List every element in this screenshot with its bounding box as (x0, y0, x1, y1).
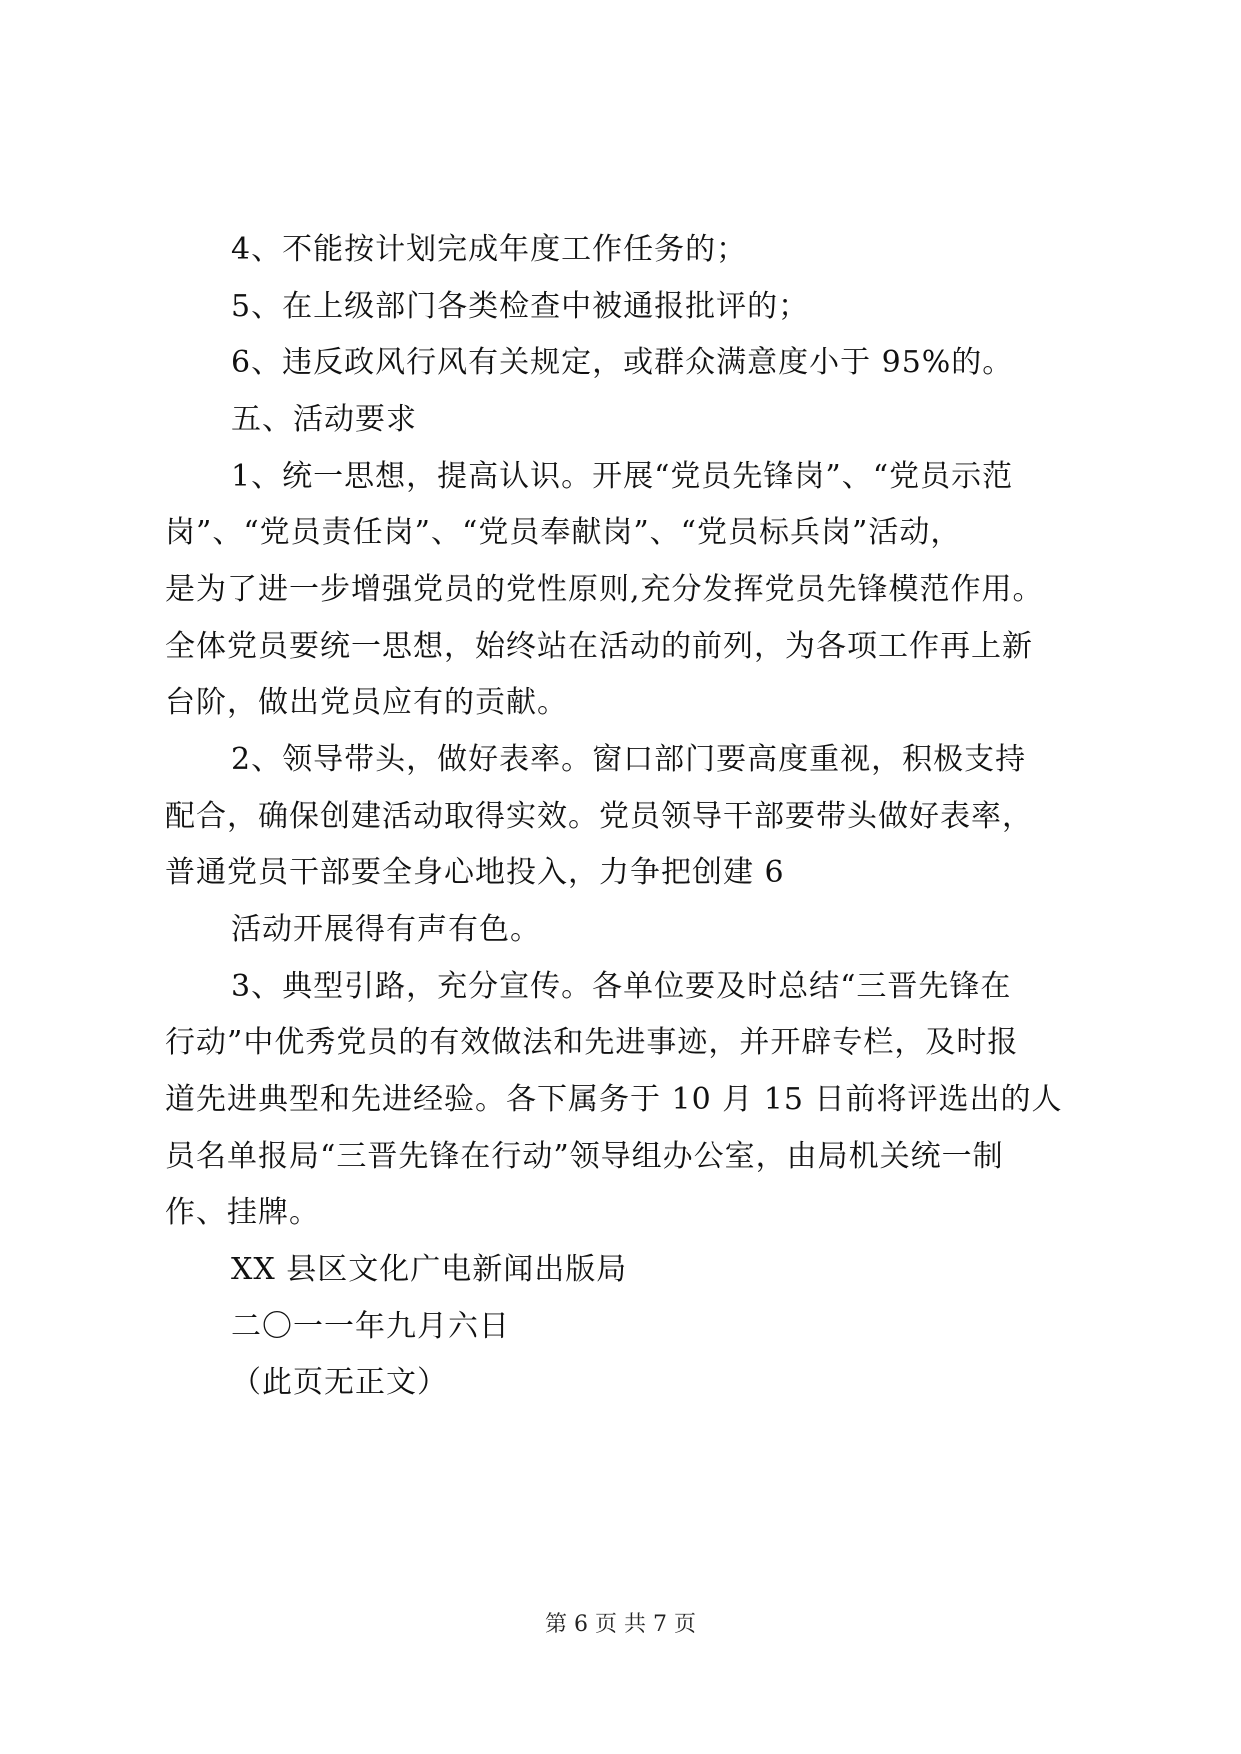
paragraph-3-line-2: 行动”中优秀党员的有效做法和先进事迹，并开辟专栏，及时报 (165, 1025, 1019, 1060)
paragraph-1-line-3: 是为了进一步增强党员的党性原则,充分发挥党员先锋模范作用。 (165, 572, 1044, 607)
no-content-note: （此页无正文） (231, 1365, 448, 1400)
paragraph-2-line-2: 配合，确保创建活动取得实效。党员领导干部要带头做好表率， (165, 799, 1033, 834)
paragraph-1-line-5: 台阶，做出党员应有的贡献。 (165, 685, 568, 720)
page-footer: 第 6 页 共 7 页 (545, 1612, 696, 1637)
paragraph-2-line-1: 2、领导带头，做好表率。窗口部门要高度重视，积极支持 (231, 742, 1027, 777)
list-item-6: 6、违反政风行风有关规定，或群众满意度小于 95%的。 (231, 345, 1014, 380)
section-heading: 五、活动要求 (231, 402, 417, 437)
paragraph-1-line-4: 全体党员要统一思想，始终站在活动的前列，为各项工作再上新 (165, 629, 1033, 664)
paragraph-3-line-3: 道先进典型和先进经验。各下属务于 10 月 15 日前将评选出的人 (165, 1082, 1063, 1117)
list-item-4: 4、不能按计划完成年度工作任务的； (231, 232, 748, 267)
paragraph-1-line-2: 岗”、“党员责任岗”、“党员奉献岗”、“党员标兵岗”活动， (165, 515, 962, 550)
list-item-5: 5、在上级部门各类检查中被通报批评的； (231, 289, 810, 324)
paragraph-2-line-3: 普通党员干部要全身心地投入，力争把创建 6 (165, 855, 785, 890)
paragraph-2-line-4: 活动开展得有声有色。 (231, 912, 541, 947)
signature-date: 二〇一一年九月六日 (231, 1309, 510, 1344)
paragraph-3-line-5: 作、挂牌。 (165, 1195, 320, 1230)
paragraph-3-line-1: 3、典型引路，充分宣传。各单位要及时总结“三晋先锋在 (231, 969, 1012, 1004)
paragraph-3-line-4: 员名单报局“三晋先锋在行动”领导组办公室，由局机关统一制 (165, 1139, 1004, 1174)
paragraph-1-line-1: 1、统一思想，提高认识。开展“党员先锋岗”、“党员示范 (231, 459, 1014, 494)
signature-organization: XX 县区文化广电新闻出版局 (231, 1252, 628, 1287)
